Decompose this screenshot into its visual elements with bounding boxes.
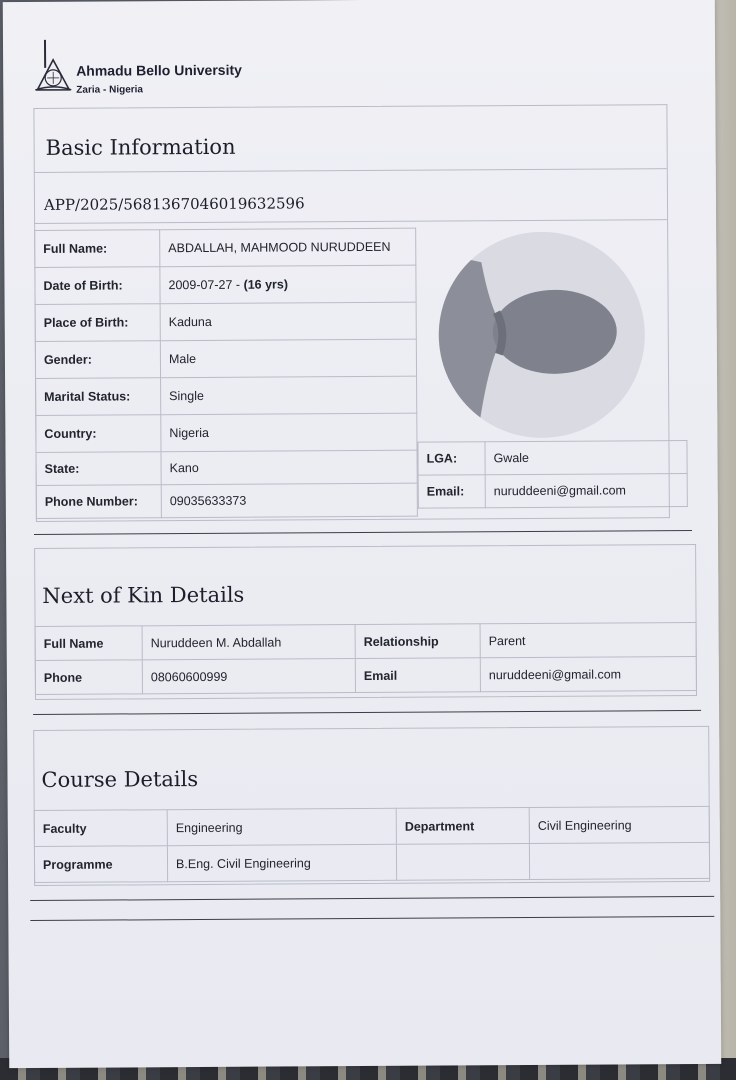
gender-value: Male [160, 339, 416, 378]
course-details-table [34, 806, 710, 883]
dob-age: (16 yrs) [243, 277, 289, 292]
full-name-value: ABDALLAH, MAHMOOD NURUDDEEN [160, 228, 416, 267]
table-row [35, 656, 696, 694]
table-row [36, 450, 417, 485]
table-row [36, 376, 417, 415]
table-row [418, 474, 687, 509]
lga-label: LGA: [418, 442, 485, 475]
table-row [36, 483, 417, 518]
department-value: Civil Engineering [529, 806, 709, 843]
dob-date: 2009-07-27 - [168, 277, 244, 293]
kin-email-label: Email [355, 658, 480, 693]
place-of-birth-value: Kaduna [160, 302, 416, 341]
table-row [35, 228, 416, 267]
table-row [35, 622, 696, 660]
state-value: Kano [161, 450, 417, 485]
gender-label: Gender: [35, 341, 160, 379]
separator-line [33, 710, 701, 715]
applicant-photo [436, 231, 647, 438]
full-name-label: Full Name: [35, 230, 160, 268]
kin-phone-label: Phone [35, 660, 142, 695]
next-of-kin-table [35, 622, 697, 695]
phone-number-value: 09035633373 [161, 483, 417, 518]
faculty-label: Faculty [34, 810, 167, 847]
faculty-value: Engineering [167, 808, 396, 845]
university-name: Ahmadu Bello University [76, 61, 242, 79]
email-value: nuruddeeni@gmail.com [485, 474, 687, 508]
kin-full-name-label: Full Name [35, 626, 142, 661]
table-row [36, 413, 417, 452]
printed-form-sheet [3, 0, 721, 1068]
abu-crest-icon [33, 38, 73, 94]
country-label: Country: [36, 415, 161, 453]
application-number: APP/2025/5681367046019632596 [43, 194, 305, 214]
kin-email-value: nuruddeeni@gmail.com [480, 656, 696, 691]
kin-phone-value: 08060600999 [142, 659, 355, 694]
table-row [35, 339, 416, 378]
contact-table [417, 440, 687, 509]
email-label: Email: [418, 475, 485, 508]
separator-line [30, 916, 714, 921]
table-row [35, 265, 416, 304]
empty-cell [529, 842, 709, 879]
kin-relationship-label: Relationship [355, 624, 480, 659]
empty-cell [396, 843, 529, 880]
next-of-kin-title: Next of Kin Details [42, 582, 245, 608]
table-row [34, 842, 709, 882]
separator-line [30, 896, 714, 901]
separator-line [34, 530, 692, 535]
kin-relationship-value: Parent [480, 622, 696, 657]
state-label: State: [36, 452, 161, 486]
university-location: Zaria - Nigeria [76, 84, 144, 96]
table-row [418, 441, 687, 476]
kin-full-name-value: Nuruddeen M. Abdallah [142, 625, 355, 660]
table-row [35, 302, 416, 341]
basic-info-table [34, 228, 418, 519]
phone-number-label: Phone Number: [36, 485, 161, 519]
basic-info-title: Basic Information [45, 134, 236, 160]
programme-value: B.Eng. Civil Engineering [167, 844, 396, 881]
marital-status-value: Single [161, 376, 417, 415]
course-details-title: Course Details [41, 767, 199, 792]
dob-label: Date of Birth: [35, 267, 160, 305]
department-label: Department [396, 807, 529, 844]
table-row [34, 806, 709, 846]
marital-status-label: Marital Status: [36, 378, 161, 416]
country-value: Nigeria [161, 413, 417, 452]
programme-label: Programme [34, 846, 167, 883]
place-of-birth-label: Place of Birth: [35, 304, 160, 342]
lga-value: Gwale [485, 441, 687, 475]
dob-value [160, 265, 416, 304]
